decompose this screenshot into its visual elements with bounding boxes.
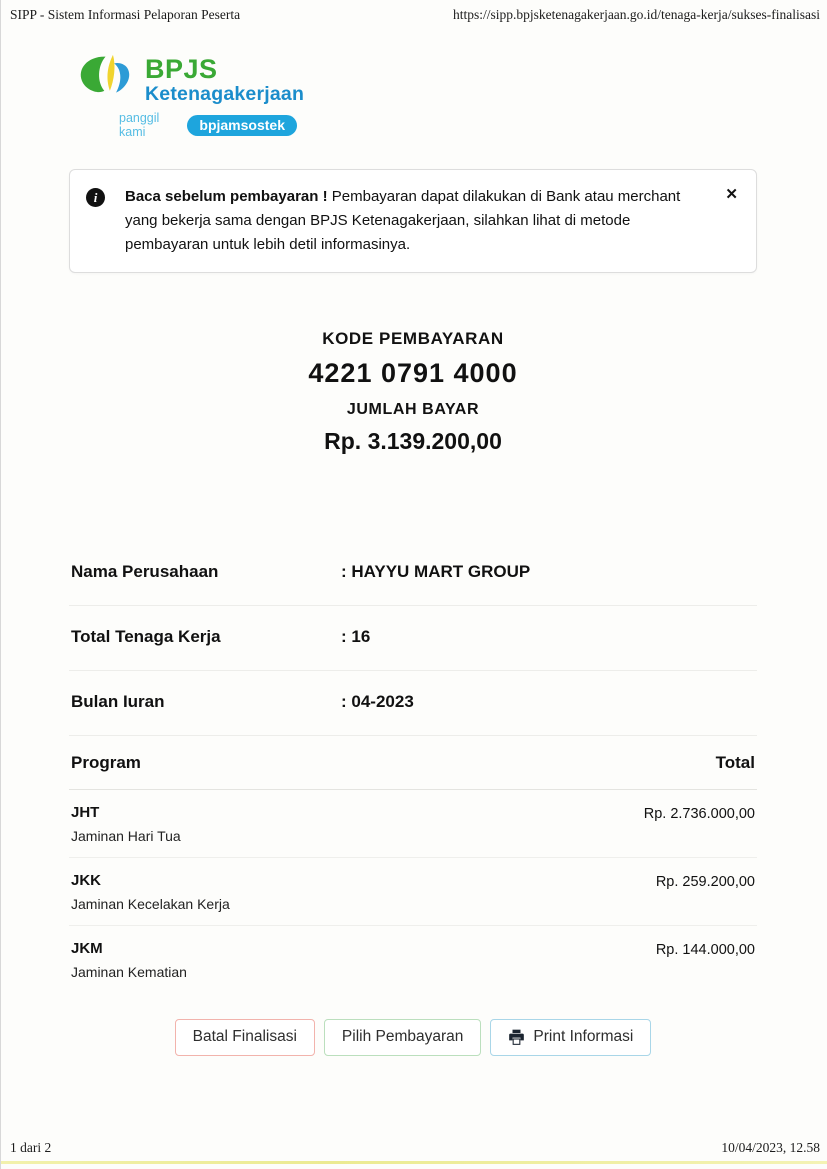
printer-icon <box>508 1029 525 1045</box>
program-total: Rp. 144.000,00 <box>655 942 755 958</box>
batal-finalisasi-button[interactable] <box>175 1019 315 1056</box>
detail-value: : 16 <box>341 627 371 646</box>
print-header <box>10 7 820 23</box>
print-header-title: SIPP - Sistem Informasi Pelaporan Peserta <box>10 7 241 22</box>
payment-info-alert <box>69 169 757 273</box>
pilih-pembayaran-button[interactable] <box>324 1019 481 1056</box>
detail-row-total-tenaga-kerja <box>69 606 757 671</box>
detail-row-bulan-iuran <box>69 671 757 736</box>
action-buttons <box>69 1019 757 1056</box>
table-row-jkk <box>69 858 757 926</box>
print-informasi-label: Print Informasi <box>533 1028 634 1045</box>
program-table-header <box>69 736 757 790</box>
alert-close-icon[interactable]: ✕ <box>725 186 738 203</box>
pilih-pembayaran-label: Pilih Pembayaran <box>341 1028 464 1045</box>
program-total: Rp. 2.736.000,00 <box>643 806 755 822</box>
alert-body: Pembayaran dapat dilakukan di Bank atau merchant yang bekerja sama dengan BPJS Ketenagakerjaan, silahkan lihat di metode pembayaran untuk lebih detil informasinya. <box>125 188 681 253</box>
alert-title: Baca sebelum pembayaran ! <box>125 188 328 205</box>
program-code: JKM <box>71 940 103 957</box>
program-name: Jaminan Kecelakan Kerja <box>71 896 230 912</box>
scan-artifact-line <box>1 1161 827 1164</box>
bpjs-leaf-icon <box>77 50 139 108</box>
detail-label: Nama Perusahaan <box>71 562 219 581</box>
logo-text-ketenagakerjaan: Ketenagakerjaan <box>145 83 305 105</box>
program-total: Rp. 259.200,00 <box>655 874 755 890</box>
payment-amount-value: Rp. 3.139.200,00 <box>324 428 502 454</box>
program-table <box>69 736 757 993</box>
payment-summary <box>69 329 757 455</box>
payment-code-label: KODE PEMBAYARAN <box>322 329 504 348</box>
program-code: JKK <box>71 872 102 889</box>
print-footer-datetime: 10/04/2023, 12.58 <box>721 1140 820 1155</box>
bpjs-logo <box>77 50 305 139</box>
alert-text <box>125 185 699 257</box>
print-footer-page: 1 dari 2 <box>10 1140 52 1155</box>
payment-code-value: 4221 0791 4000 <box>308 358 518 388</box>
logo-pill-bpjamsostek: bpjamsostek <box>187 115 297 136</box>
detail-value: : 04-2023 <box>341 692 414 711</box>
program-code: JHT <box>71 804 100 821</box>
print-header-url: https://sipp.bpjsketenagakerjaan.go.id/tenaga-kerja/sukses-finalisasi <box>452 7 820 22</box>
table-row-jht <box>69 790 757 858</box>
column-header-program: Program <box>71 753 141 772</box>
program-name: Jaminan Kematian <box>71 964 187 980</box>
company-details <box>69 541 757 736</box>
detail-label: Total Tenaga Kerja <box>71 627 221 646</box>
detail-label: Bulan Iuran <box>71 692 165 711</box>
info-icon: i <box>86 188 105 207</box>
print-footer <box>10 1140 820 1156</box>
column-header-total: Total <box>715 753 755 772</box>
program-name: Jaminan Hari Tua <box>71 828 181 844</box>
batal-finalisasi-label: Batal Finalisasi <box>192 1028 297 1045</box>
logo-tagline: panggil kami <box>119 111 160 139</box>
print-informasi-button[interactable] <box>490 1019 651 1056</box>
logo-text-bpjs: BPJS <box>145 54 218 84</box>
payment-amount-label: JUMLAH BAYAR <box>346 401 480 418</box>
detail-value: : HAYYU MART GROUP <box>341 562 531 581</box>
table-row-jkm <box>69 926 757 993</box>
detail-row-nama-perusahaan <box>69 541 757 606</box>
